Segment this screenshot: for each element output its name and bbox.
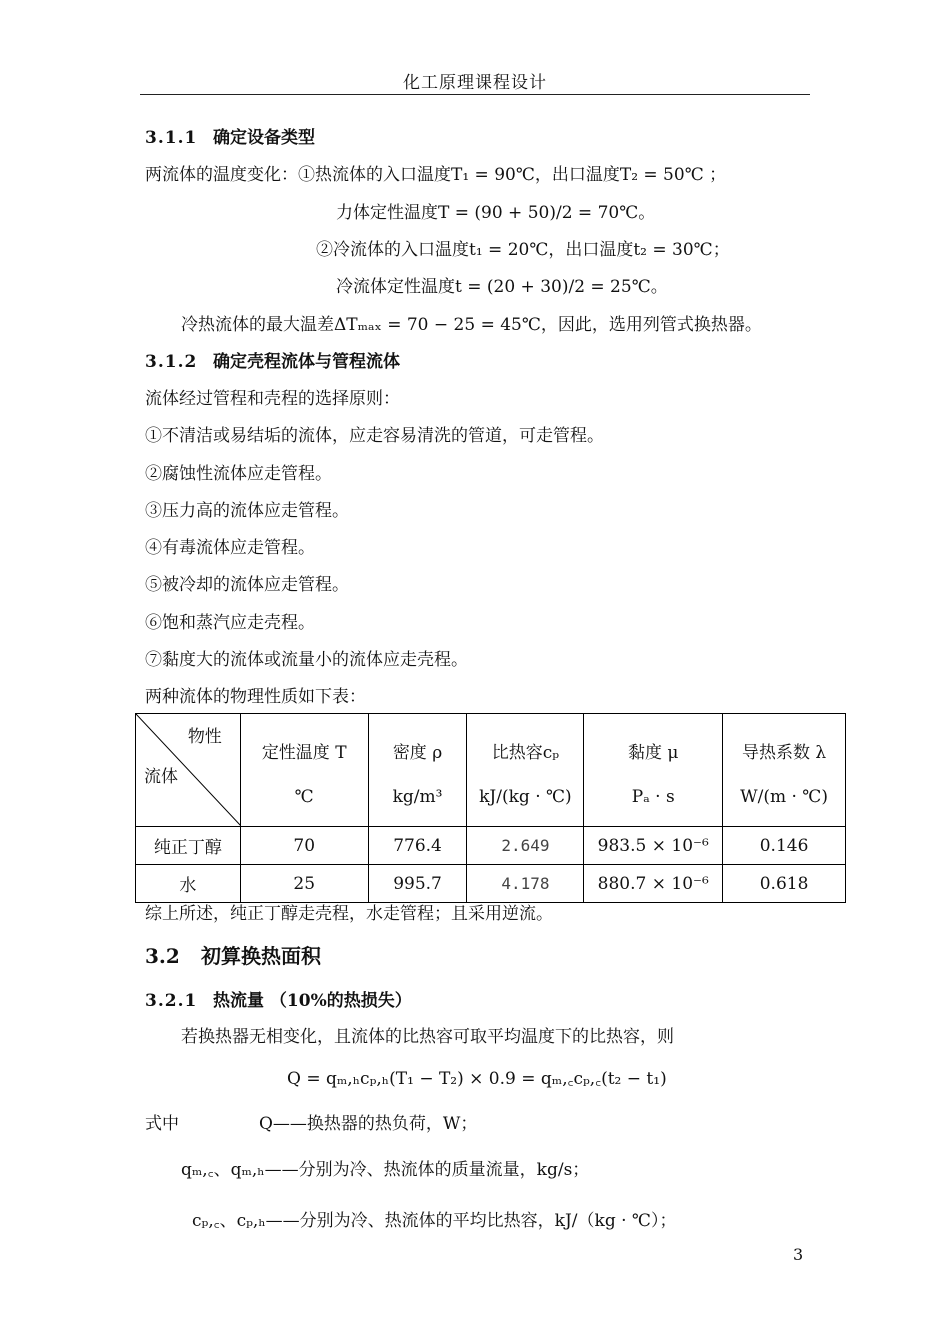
header-temperature xyxy=(240,714,368,827)
viscosity-cell: 880.7 × 10⁻⁶ xyxy=(584,865,723,903)
table-header-row xyxy=(136,714,846,827)
max-temp-diff-line: 冷热流体的最大温差ΔTₘₐₓ = 70 − 25 = 45℃，因此，选用列管式换热器。 xyxy=(181,315,762,335)
header-name: 定性温度 T xyxy=(261,742,347,763)
table-row xyxy=(136,865,846,903)
summary-line: 综上所述，纯正丁醇走壳程，水走管程；且采用逆流。 xyxy=(145,904,553,924)
header-name: 比热容cₚ xyxy=(491,742,560,763)
header-unit: ℃ xyxy=(294,786,314,807)
definition-mass-flow: qₘ,꜀、qₘ,ₕ——分别为冷、热流体的质量流量，kg/s； xyxy=(181,1160,590,1180)
section-number: 3.2.1 xyxy=(145,991,198,1011)
header-name: 密度 ρ xyxy=(392,742,443,763)
header-density xyxy=(368,714,467,827)
section-3-1-1-heading xyxy=(145,123,315,148)
rule-item: ②腐蚀性流体应走管程。 xyxy=(145,464,332,484)
header-unit: Pₐ · s xyxy=(631,786,675,807)
temperature-cell: 25 xyxy=(240,865,368,903)
header-unit: kg/m³ xyxy=(392,786,443,807)
hot-mean-temp-line: 力体定性温度T = (90 + 50)/2 = 70℃。 xyxy=(336,203,656,223)
temp-change-line: 两流体的温度变化：①热流体的入口温度T₁ = 90℃，出口温度T₂ = 50℃ ； xyxy=(145,165,727,185)
header-specific-heat xyxy=(467,714,584,827)
cold-mean-temp-line: 冷流体定性温度t = (20 + 30)/2 = 25℃。 xyxy=(336,277,668,297)
temperature-cell: 70 xyxy=(240,827,368,865)
rule-item: ⑥饱和蒸汽应走壳程。 xyxy=(145,613,315,633)
physical-properties-table xyxy=(135,713,846,903)
header-unit: W/(m · ℃) xyxy=(740,786,828,807)
rule-item: ①不清洁或易结垢的流体，应走容易清洗的管道，可走管程。 xyxy=(145,426,604,446)
section-title: 初算换热面积 xyxy=(201,944,321,968)
rule-item: ④有毒流体应走管程。 xyxy=(145,538,315,558)
header-thermal-conductivity xyxy=(723,714,846,827)
header-viscosity xyxy=(584,714,723,827)
section-number: 3.2 xyxy=(145,944,180,968)
heat-balance-equation: Q = qₘ,ₕcₚ,ₕ(T₁ − T₂) × 0.9 = qₘ,꜀cₚ,꜀(t₂ − t₁) xyxy=(287,1069,667,1089)
definition-q: Q——换热器的热负荷，W； xyxy=(259,1114,478,1134)
fluid-name-cell: 水 xyxy=(136,865,241,903)
rule-item: ⑤被冷却的流体应走管程。 xyxy=(145,575,349,595)
heat-flow-intro: 若换热器无相变化，且流体的比热容可取平均温度下的比热容，则 xyxy=(181,1027,674,1047)
selection-intro: 流体经过管程和壳程的选择原则： xyxy=(145,389,400,409)
fluid-name-cell: 纯正丁醇 xyxy=(136,827,241,865)
header-unit: kJ/(kg · ℃) xyxy=(479,786,572,807)
section-title: 热流量 （10%的热损失） xyxy=(213,991,412,1011)
page-number: 3 xyxy=(793,1245,804,1264)
section-3-1-2-heading xyxy=(145,347,400,372)
specific-heat-cell: 2.649 xyxy=(467,827,584,865)
specific-heat-cell: 4.178 xyxy=(467,865,584,903)
corner-label-fluid: 流体 xyxy=(144,767,178,787)
cold-fluid-temp-line: ②冷流体的入口温度t₁ = 20℃，出口温度t₂ = 30℃； xyxy=(316,240,730,260)
table-intro: 两种流体的物理性质如下表： xyxy=(145,687,366,707)
thermal-conductivity-cell: 0.146 xyxy=(723,827,846,865)
viscosity-cell: 983.5 × 10⁻⁶ xyxy=(584,827,723,865)
definition-specific-heat: cₚ,꜀、cₚ,ₕ——分别为冷、热流体的平均比热容，kJ/（kg · ℃）； xyxy=(192,1211,677,1231)
page-header: 化工原理课程设计 xyxy=(403,73,547,93)
table-row xyxy=(136,827,846,865)
thermal-conductivity-cell: 0.618 xyxy=(723,865,846,903)
density-cell: 995.7 xyxy=(368,865,467,903)
where-label: 式中 xyxy=(145,1114,179,1134)
rule-item: ⑦黏度大的流体或流量小的流体应走壳程。 xyxy=(145,650,468,670)
corner-header-cell xyxy=(136,714,241,827)
corner-label-property: 物性 xyxy=(187,727,222,747)
header-divider xyxy=(140,94,810,95)
section-number: 3.1.2 xyxy=(145,352,198,372)
section-title: 确定设备类型 xyxy=(213,128,315,148)
header-name: 黏度 μ xyxy=(628,742,679,763)
section-title: 确定壳程流体与管程流体 xyxy=(213,352,400,372)
rule-item: ③压力高的流体应走管程。 xyxy=(145,501,349,521)
section-3-2-heading xyxy=(145,940,321,969)
section-3-2-1-heading xyxy=(145,986,412,1011)
header-name: 导热系数 λ xyxy=(741,742,827,763)
section-number: 3.1.1 xyxy=(145,128,198,148)
density-cell: 776.4 xyxy=(368,827,467,865)
